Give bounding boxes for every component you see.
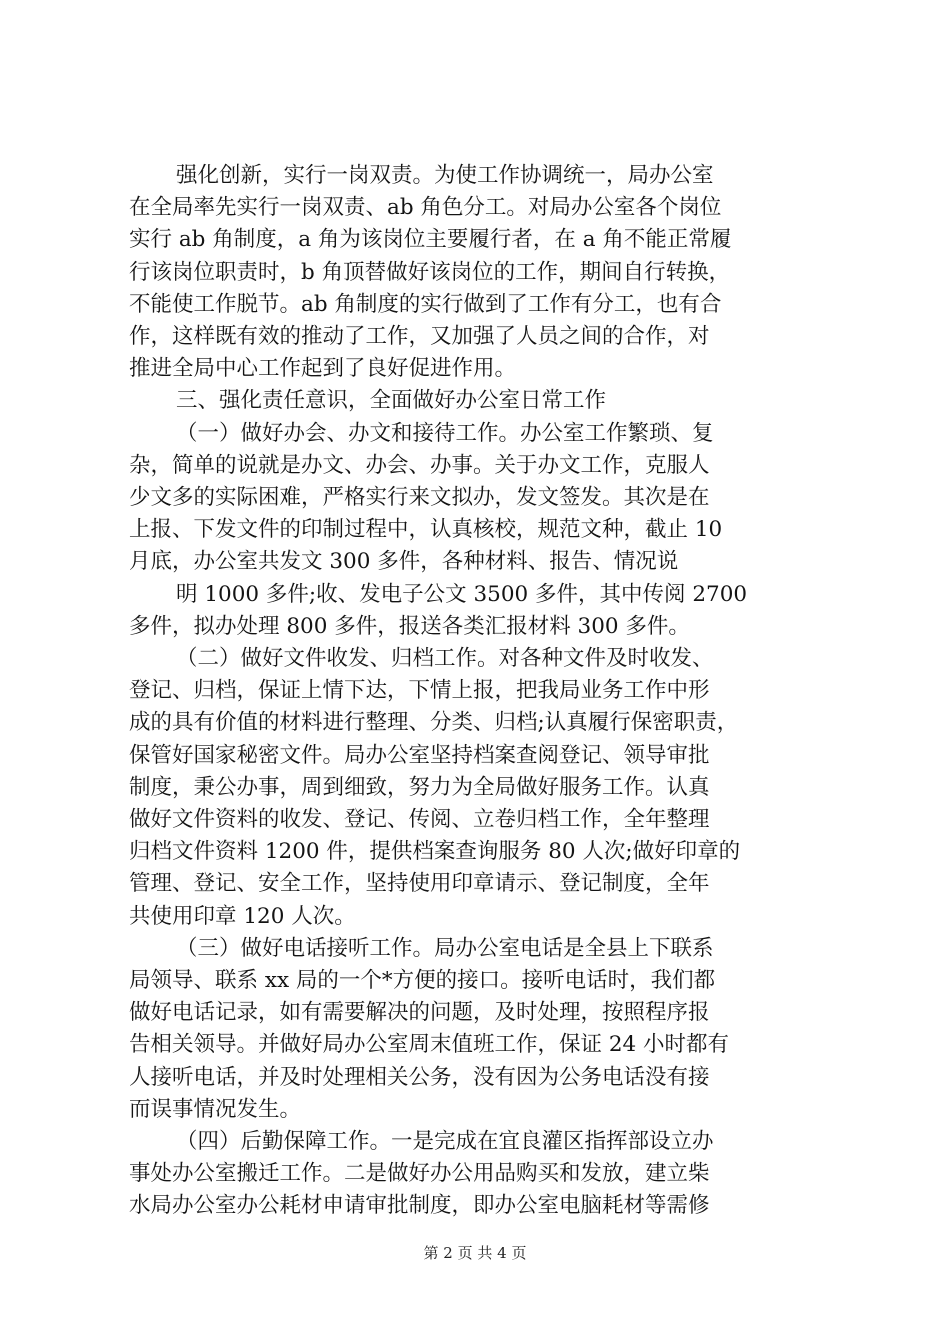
text-line: （四）后勤保障工作。一是完成在宜良灌区指挥部设立办 — [176, 1129, 714, 1154]
section-heading: 三、强化责任意识，全面做好办公室日常工作 — [176, 388, 607, 414]
text-line: 明 1000 多件;收、发电子公文 3500 多件，其中传阅 2700 — [176, 581, 748, 607]
text-line: 共使用印章 120 人次。 — [129, 903, 356, 929]
text-line: 告相关领导。并做好局办公室周末值班工作，保证 24 小时都有 — [129, 1032, 730, 1058]
text-line: 作，这样既有效的推动了工作，又加强了人员之间的合作，对 — [129, 324, 710, 349]
text-line: 杂，简单的说就是办文、办会、办事。关于办文工作，克服人 — [129, 452, 710, 478]
text-line: （二）做好文件收发、归档工作。对各种文件及时收发、 — [176, 646, 714, 671]
text-line: 成的具有价值的材料进行整理、分类、归档;认真履行保密职责， — [129, 710, 739, 736]
text-line: 推进全局中心工作起到了良好促进作用。 — [129, 356, 517, 382]
text-line: 人接听电话，并及时处理相关公务，没有因为公务电话没有接 — [129, 1064, 710, 1090]
text-line: 多件，拟办处理 800 多件，报送各类汇报材料 300 多件。 — [129, 613, 690, 639]
text-line: 不能使工作脱节。ab 角制度的实行做到了工作有分工，也有合 — [129, 291, 722, 317]
text-line: 归档文件资料 1200 件，提供档案查询服务 80 人次;做好印章的 — [129, 839, 741, 865]
text-line: （三）做好电话接听工作。局办公室电话是全县上下联系 — [176, 935, 714, 961]
text-line: 上报、下发文件的印制过程中，认真核校，规范文种，截止 10 — [129, 517, 723, 543]
page-footer: 第 2 页 共 4 页 — [423, 1243, 527, 1262]
text-line: 行该岗位职责时，b 角顶替做好该岗位的工作，期间自行转换， — [129, 259, 731, 285]
text-line: 水局办公室办公耗材申请审批制度，即办公室电脑耗材等需修 — [129, 1193, 710, 1219]
text-line: 保管好国家秘密文件。局办公室坚持档案查阅登记、领导审批 — [129, 742, 710, 768]
text-line: （一）做好办会、办文和接待工作。办公室工作繁琐、复 — [176, 420, 714, 446]
text-line: 做好文件资料的收发、登记、传阅、立卷归档工作，全年整理 — [129, 807, 710, 832]
text-line: 做好电话记录，如有需要解决的问题，及时处理，按照程序报 — [129, 1000, 710, 1026]
text-line: 事处办公室搬迁工作。二是做好办公用品购买和发放，建立柴 — [129, 1161, 710, 1187]
text-line: 而误事情况发生。 — [129, 1096, 302, 1122]
text-line: 制度，秉公办事，周到细致，努力为全局做好服务工作。认真 — [129, 774, 710, 800]
text-line: 强化创新，实行一岗双责。为使工作协调统一，局办公室 — [176, 163, 714, 188]
text-line: 月底，办公室共发文 300 多件，各种材料、报告、情况说 — [129, 549, 679, 575]
text-line: 少文多的实际困难，严格实行来文拟办，发文签发。其次是在 — [129, 485, 710, 510]
text-line: 登记、归档，保证上情下达，下情上报，把我局业务工作中形 — [129, 678, 710, 704]
text-line: 局领导、联系 xx 局的一个*方便的接口。接听电话时，我们都 — [129, 968, 716, 993]
text-line: 在全局率先实行一岗双责、ab 角色分工。对局办公室各个岗位 — [129, 195, 722, 221]
text-line: 管理、登记、安全工作，坚持使用印章请示、登记制度，全年 — [129, 871, 710, 897]
text-line: 实行 ab 角制度，a 角为该岗位主要履行者，在 a 角不能正常履 — [129, 227, 732, 253]
